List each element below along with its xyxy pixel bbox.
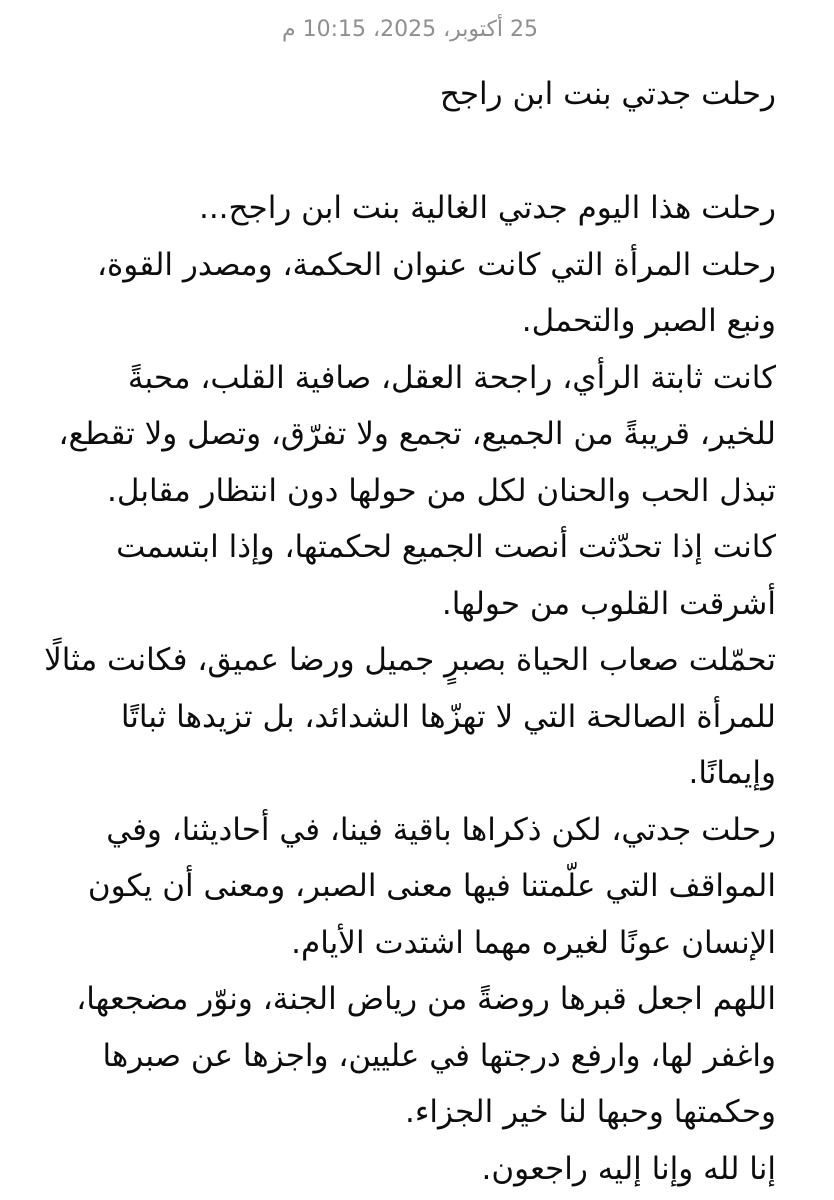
blank-line (44, 122, 776, 180)
note-paragraph: رحلت هذا اليوم جدتي الغالية بنت ابن راجح... (198, 190, 776, 226)
note-paragraph: رحلت جدتي، لكن ذكراها باقية فينا، في أحاديثنا، وفي المواقف التي علّمتنا فيها معنى الصبر، ومعنى أن يكون الإنسان عونًا لغيره مهما اشتدت الأيام. (87, 811, 776, 961)
note-paragraph: كانت إذا تحدّثت أنصت الجميع لحكمتها، وإذا ابتسمت أشرقت القلوب من حولها. (116, 529, 776, 622)
note-timestamp: 25 أكتوبر، 2025، 10:15 م (281, 17, 539, 42)
note-paragraph: رحلت المرأة التي كانت عنوان الحكمة، ومصدر القوة، ونبع الصبر والتحمل. (97, 246, 776, 339)
note-title[interactable]: رحلت جدتي بنت ابن راجح (439, 76, 776, 112)
note-paragraph: إنا لله وإنا إليه راجعون. (481, 1150, 776, 1187)
note-paragraph: كانت ثابتة الرأي، راجحة العقل، صافية القلب، محبةً للخير، قريبةً من الجميع، تجمع ولا تفرّق، وتصل ولا تقطع، تبذل الحب والحنان لكل من حولها دون انتظار مقابل. (58, 359, 776, 509)
note-body[interactable] (44, 180, 776, 1197)
note-paragraph: اللهم اجعل قبرها روضةً من رياض الجنة، ونوّر مضجعها، واغفر لها، وارفع درجتها في عليين، واجزها عن صبرها وحكمتها وحبها لنا خير الجزاء. (76, 981, 776, 1130)
note-paragraph: تحمّلت صعاب الحياة بصبرٍ جميل ورضا عميق، فكانت مثالًا للمرأة الصالحة التي لا تهزّها الشدائد، بل تزيدها ثباتًا وإيمانًا. (44, 642, 776, 791)
